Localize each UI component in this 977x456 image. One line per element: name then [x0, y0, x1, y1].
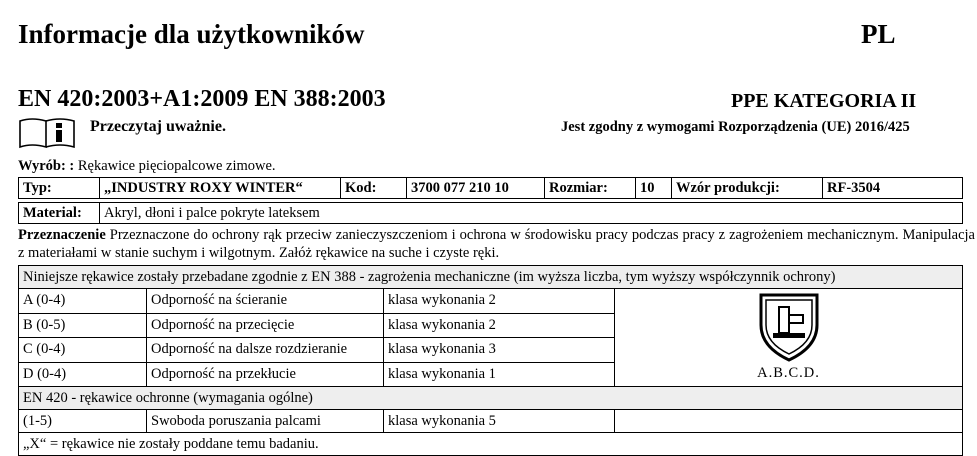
test-code: D (0-4): [19, 362, 147, 387]
test-result: klasa wykonania 2: [384, 313, 615, 338]
pictogram-label: A.B.C.D.: [757, 365, 820, 381]
test-name: Odporność na dalsze rozdzieranie: [147, 338, 384, 363]
product-line: [18, 158, 276, 175]
test-result: klasa wykonania 3: [384, 338, 615, 363]
product-label: Wyrób: :: [18, 158, 75, 174]
purpose-text: Przeznaczone do ochrony rąk przeciw zanieczyszczeniom i ochrona w środowisku pracy podczas pracy z zagrożeniem mechanicznym. Manipulacja z materiałami w stanie suchym i wilgotnym. Załóż rękawice na suche i czyste ręki.: [18, 227, 975, 261]
conformity-statement: Jest zgodny z wymogami Rozporządzenia (UE) 2016/425: [561, 119, 910, 135]
test-name: Odporność na przecięcie: [147, 313, 384, 338]
tests-header: Niniejsze rękawice zostały przebadane zgodnie z EN 388 - zagrożenia mechaniczne (im wyższa liczba, tym wyższy współczynnik ochrony): [19, 266, 963, 289]
test-code: B (0-5): [19, 313, 147, 338]
language-code: PL: [861, 19, 896, 49]
model-label: Wzór produkcji:: [672, 178, 823, 199]
type-value: „INDUSTRY ROXY WINTER“: [100, 178, 341, 199]
standards-heading: EN 420:2003+A1:2009 EN 388:2003: [18, 86, 386, 112]
material-table: [18, 202, 963, 224]
material-value: Akryl, dłoni i palce pokryte lateksem: [100, 203, 963, 224]
code-label: Kod:: [341, 178, 407, 199]
product-value: Rękawice pięciopalcowe zimowe.: [77, 158, 276, 174]
page-title: Informacje dla użytkowników: [18, 19, 365, 49]
hammer-shield-icon: [757, 291, 821, 363]
size-value: 10: [636, 178, 672, 199]
test-result: klasa wykonania 1: [384, 362, 615, 387]
read-manual-icon: [18, 115, 76, 149]
note-row: [19, 433, 963, 456]
model-value: RF-3504: [823, 178, 963, 199]
empty-cell: [615, 410, 963, 433]
test-code: A (0-4): [19, 289, 147, 314]
spec-row: [19, 178, 963, 199]
read-carefully-text: Przeczytaj uważnie.: [90, 118, 226, 135]
test-code: (1-5): [19, 410, 147, 433]
tests-header-row: [19, 266, 963, 289]
purpose-paragraph: [18, 226, 975, 262]
en420-header-row: [19, 387, 963, 410]
test-name: Swoboda poruszania palcami: [147, 410, 384, 433]
not-tested-note: „X“ = rękawice nie zostały poddane temu badaniu.: [19, 433, 963, 456]
spec-table: [18, 177, 963, 199]
material-label: Material:: [19, 203, 100, 224]
en388-pictogram-cell: [615, 289, 963, 387]
test-result: klasa wykonania 2: [384, 289, 615, 314]
code-value: 3700 077 210 10: [407, 178, 545, 199]
test-name: Odporność na ścieranie: [147, 289, 384, 314]
purpose-label: Przeznaczenie: [18, 227, 106, 243]
type-label: Typ:: [19, 178, 100, 199]
test-code: C (0-4): [19, 338, 147, 363]
size-label: Rozmiar:: [545, 178, 636, 199]
table-row: [19, 410, 963, 433]
table-row: [19, 289, 963, 314]
ppe-category: PPE KATEGORIA II: [731, 90, 917, 112]
test-result: klasa wykonania 5: [384, 410, 615, 433]
en420-header: EN 420 - rękawice ochronne (wymagania ogólne): [19, 387, 963, 410]
tests-table: [18, 265, 963, 456]
material-row: [19, 203, 963, 224]
test-name: Odporność na przekłucie: [147, 362, 384, 387]
